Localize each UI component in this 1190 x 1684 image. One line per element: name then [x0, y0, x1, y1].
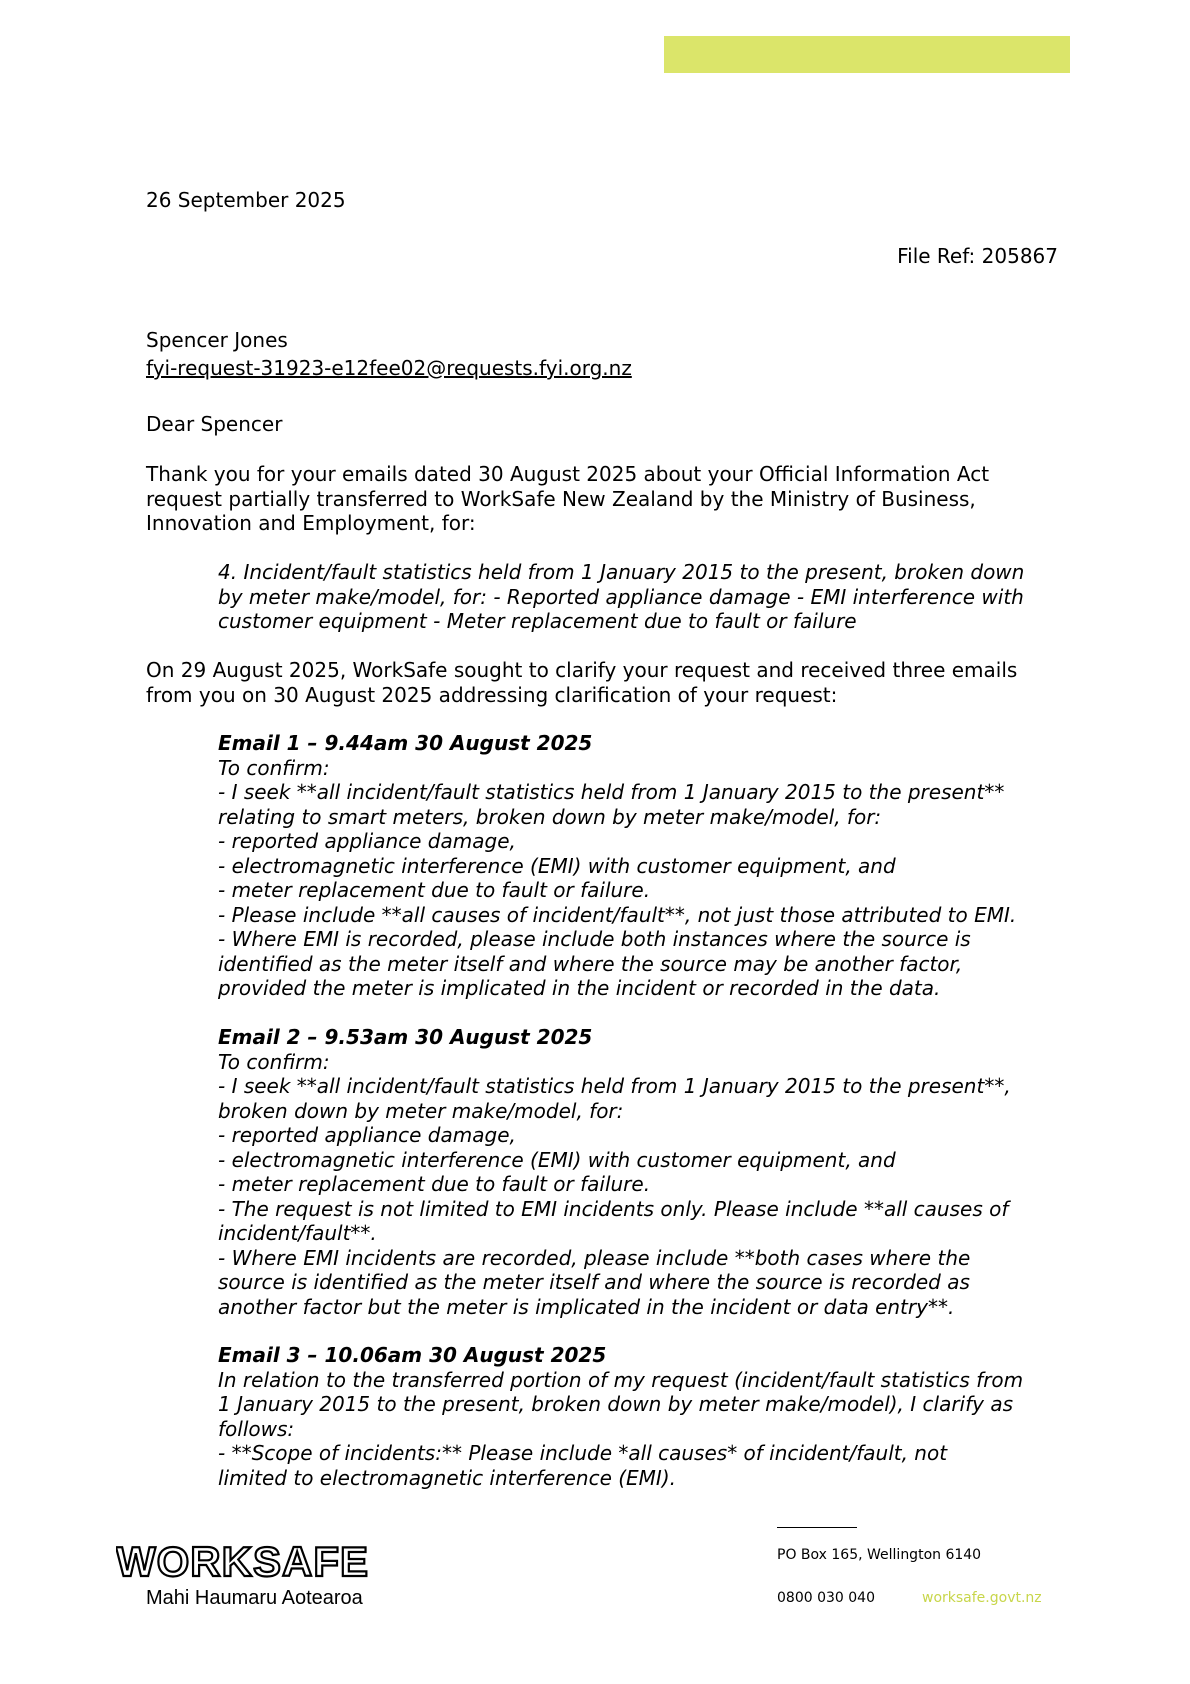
email-2-block: Email 2 – 9.53am 30 August 2025 To confirm: - I seek **all incident/fault statistics held from 1 January 2015 to the present**, broken down by meter make/model, for: - reported appliance damage, - electromagnetic interference (EMI) with customer equipment, and - meter replacement due to fault or failure. - The request is not limited to EMI incidents only. Please include **all causes of incident/fault**. - Where EMI incidents are recorded, please include **both cases where the source is identified as the meter itself and where the source is recorded as another factor but the meter is implicated in the incident or data entry**. [218, 1025, 1011, 1319]
logo-tagline: Mahi Haumaru Aotearoa [146, 1587, 363, 1609]
footer-divider [777, 1527, 857, 1528]
email-1-heading: Email 1 – 9.44am 30 August 2025 [218, 731, 593, 755]
email-1-block: Email 1 – 9.44am 30 August 2025 To confirm: - I seek **all incident/fault statistics held from 1 January 2015 to the present** relating to smart meters, broken down by meter make/model, for: - reported appliance damage, - electromagnetic interference (EMI) with customer equipment, and - meter replacement due to fault or failure. - Please include **all causes of incident/fault**, not just those attributed to EMI. - Where EMI is recorded, please include both instances where the source is identified as the meter itself and where the source may be another factor, provided the meter is implicated in the incident or recorded in the data. [218, 731, 1017, 1000]
header-accent-bar [664, 36, 1070, 73]
greeting: Dear Spencer [146, 412, 283, 436]
email-3-heading: Email 3 – 10.06am 30 August 2025 [218, 1343, 607, 1367]
footer-website-link[interactable]: worksafe.govt.nz [922, 1590, 1042, 1606]
letter-date: 26 September 2025 [146, 188, 346, 212]
worksafe-logo [116, 1542, 406, 1582]
logo-wordmark: WORKSAFE [116, 1542, 369, 1582]
file-reference: File Ref: 205867 [897, 244, 1058, 268]
footer-phone: 0800 030 040 [777, 1590, 875, 1606]
intro-paragraph: Thank you for your emails dated 30 August 2025 about your Official Information Act request partially transferred to WorkSafe New Zealand by the Ministry of Business, Innovation and Employment, for: [146, 462, 990, 535]
clarification-paragraph: On 29 August 2025, WorkSafe sought to clarify your request and received three emails from you on 30 August 2025 addressing clarification of your request: [146, 658, 1018, 707]
worksafe-logo-mark [116, 1542, 406, 1582]
email-2-heading: Email 2 – 9.53am 30 August 2025 [218, 1025, 593, 1049]
request-quote: 4. Incident/fault statistics held from 1 January 2015 to the present, broken down by meter make/model, for: - Reported appliance damage - EMI interference with customer equipment - Meter replacement due to fault or failure [218, 560, 1025, 633]
recipient-name: Spencer Jones [146, 328, 288, 352]
recipient-email-link[interactable]: fyi-request-31923-e12fee02@requests.fyi.org.nz [146, 356, 632, 380]
footer-address: PO Box 165, Wellington 6140 [777, 1547, 982, 1563]
email-3-block: Email 3 – 10.06am 30 August 2025 In relation to the transferred portion of my request (incident/fault statistics from 1 January 2015 to the present, broken down by meter make/model), I clarify as follows: - **Scope of incidents:** Please include *all causes* of incident/fault, not limited to electromagnetic interference (EMI). [218, 1343, 1024, 1490]
